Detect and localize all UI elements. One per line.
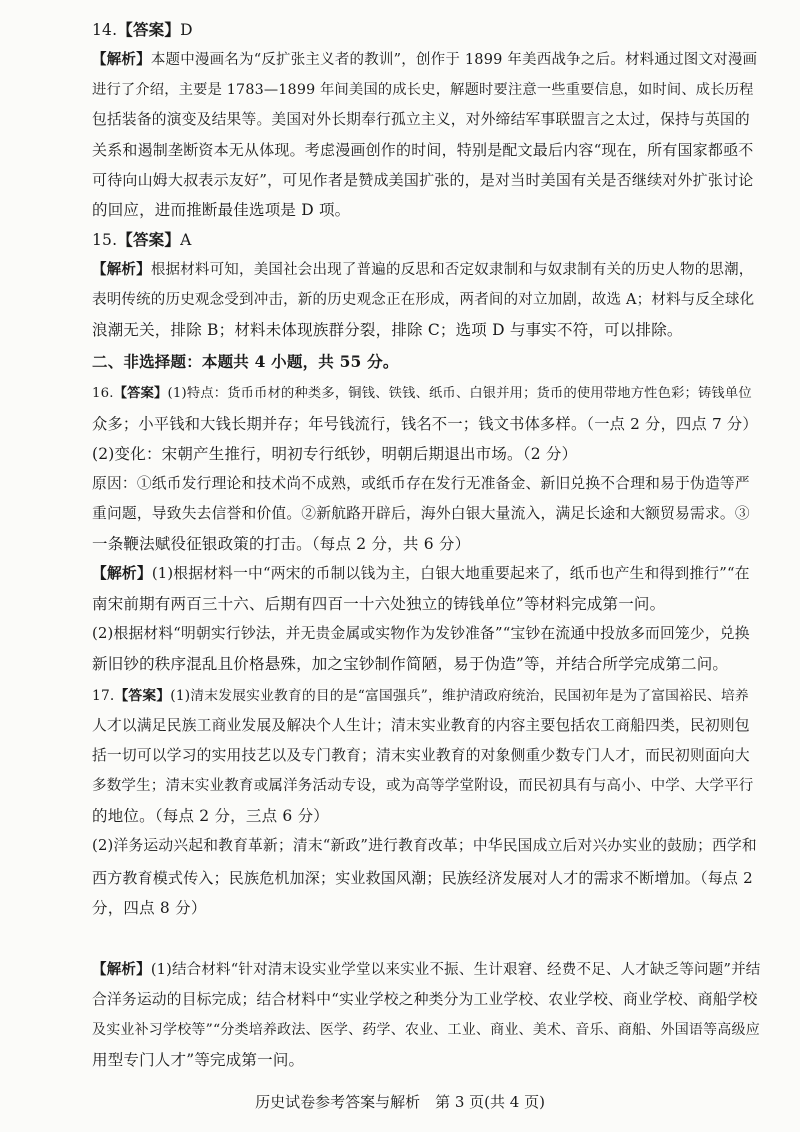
- q17-answer-line-5: (2)洋务运动兴起和教育革新；清末“新政”进行教育改革；中华民国成立后对兴办实业的鼓励；西学和: [92, 837, 757, 854]
- q17-answer-line-7: 分，四点 8 分）: [92, 899, 207, 917]
- q14-analysis-line-5: 的回应，进而推断最佳选项是 D 项。: [92, 201, 351, 219]
- q17-answer-line-2: 括一切可以学习的实用技艺以及专门教育；清末实业教育的对象侧重少数专门人才，而民初则面向大: [92, 747, 750, 764]
- q17-analysis-tag: 【解析】: [92, 961, 151, 978]
- q17-analysis-line-0: 【解析】(1)结合材料“针对清末设实业学堂以来实业不振、生计艰窘、经费不足、人才缺乏等问题”并结: [92, 961, 761, 978]
- q16-analysis-line-3: 新旧钞的秩序混乱且价格悬殊，加之宝钞制作简陋，易于伪造”等，并结合所学完成第二问。: [92, 655, 729, 673]
- q14-analysis-tag: 【解析】: [92, 51, 151, 68]
- q17-answer-line-4: 的地位。（每点 2 分，三点 6 分）: [92, 807, 329, 825]
- q16-answer-line-2: (2)变化：宋朝产生推行，明初专行纸钞，明朝后期退出市场。（2 分）: [92, 445, 578, 463]
- q15-analysis-tag: 【解析】: [92, 261, 151, 278]
- q17-analysis-line-3: 用型专门人才”等完成第一问。: [92, 1051, 305, 1069]
- q16-analysis-tag: 【解析】: [92, 565, 152, 582]
- q15-analysis-line-0: 【解析】根据材料可知，美国社会出现了普遍的反思和否定奴隶制和与奴隶制有关的历史人物的思潮，: [92, 261, 754, 278]
- q17-answer-line-0: 17.【答案】(1)清末发展实业教育的目的是“富国强兵”，维护清政府统治，民国初年是为了富国裕民、培养: [92, 688, 749, 704]
- q15-number: 15.: [92, 231, 118, 249]
- q17-number: 17.: [92, 688, 115, 704]
- q16-answer-tag: 【答案】: [113, 386, 168, 401]
- q14-answer: D: [180, 21, 193, 39]
- q14-analysis-line-3: 关系和遏制垄断资本无从体现。考虑漫画创作的时间，特别是配文最后内容“现在，所有国家都亟不: [92, 141, 754, 159]
- q17-analysis-line-2: 及实业补习学校等”“分类培养政法、医学、药学、农业、工业、商业、美术、音乐、商船、外国语等高级应: [92, 1022, 760, 1038]
- q14-analysis-line-4: 可待向山姆大叔表示友好”，可见作者是赞成美国扩张的，是对当时美国有关是否继续对外扩张讨论: [92, 171, 754, 189]
- q17-answer-line-6: 西方教育模式传入；民族危机加深；实业救国风潮；民族经济发展对人才的需求不断增加。（每点 2: [92, 869, 753, 887]
- q16-answer-line-4: 重问题，导致失去信誉和价值。②新航路开辟后，海外白银大量流入，满足长途和大额贸易需求。③: [92, 505, 750, 522]
- q15-analysis-line-1: 表明传统的历史观念受到冲击，新的历史观念正在形成，两者间的对立加剧，故选 A；材料与反全球化: [92, 292, 755, 308]
- q17-analysis-line-1: 合洋务运动的目标完成；结合材料中“实业学校之种类分为工业学校、农业学校、商业学校、商船学校: [92, 991, 758, 1008]
- q15-answer: A: [180, 231, 192, 249]
- page-footer: 历史试卷参考答案与解析 第 3 页(共 4 页): [255, 1093, 545, 1111]
- q14-number: 14.: [92, 21, 118, 39]
- q14-answer-tag: 【答案】: [117, 20, 181, 39]
- q16-answer-line-3: 原因：①纸币发行理论和技术尚不成熟，或纸币存在发行无准备金、新旧兑换不合理和易于伪造等严: [92, 475, 750, 492]
- q14-answer-line: [92, 18, 193, 42]
- q16-analysis-line-2: (2)根据材料“明朝实行钞法，并无贵金属或实物作为发钞准备”“宝钞在流通中投放多而回笼少，兑换: [92, 625, 750, 642]
- q16-analysis-line-0: 【解析】(1)根据材料一中“两宋的币制以钱为主，白银大地重要起来了，纸币也产生和得到推行”“在: [92, 565, 750, 582]
- q14-analysis-line-0: 【解析】本题中漫画名为“反扩张主义者的教训”，创作于 1899 年美西战争之后。材料通过图文对漫画: [92, 51, 758, 68]
- q16-number: 16.: [92, 386, 114, 401]
- q16-analysis-line-1: 南宋前期有两百三十六、后期有四百一十六处独立的铸钱单位”等材料完成第一问。: [92, 595, 666, 613]
- q16-answer-line-5: 一条鞭法赋役征银政策的打击。（每点 2 分，共 6 分）: [92, 535, 471, 553]
- q16-answer-line-1: 众多；小平钱和大钱长期并存；年号钱流行，钱名不一；钱文书体多样。（一点 2 分，四点 7 分）: [92, 415, 758, 433]
- q17-answer-tag: 【答案】: [114, 688, 171, 704]
- q14-analysis-line-1: 进行了介绍，主要是 1783—1899 年间美国的成长史，解题时要注意一些重要信息，如时间、成长历程: [92, 82, 754, 98]
- section-2-heading: 二、非选择题：本题共 4 小题，共 55 分。: [92, 352, 399, 371]
- q15-answer-line: [92, 228, 191, 252]
- q16-answer-line-0: 16.【答案】(1)特点：货币币材的种类多，铜钱、铁钱、纸币、白银并用；货币的使用带地方性色彩；铸钱单位: [92, 386, 752, 401]
- q17-answer-line-3: 多数学生；清末实业教育或属洋务活动专设，或为高等学堂附设，而民初具有与高小、中学、大学平行: [92, 778, 754, 794]
- q14-analysis-line-2: 包括装备的演变及结果等。美国对外长期奉行孤立主义，对外缔结军事联盟言之太过，保持与英国的: [92, 111, 750, 128]
- q17-answer-line-1: 人才以满足民族工商业发展及解决个人生计；清末实业教育的内容主要包括农工商船四类，民初则包: [92, 717, 750, 734]
- q15-answer-tag: 【答案】: [117, 230, 181, 249]
- q15-analysis-line-2: 浪潮无关，排除 B；材料未体现族群分裂，排除 C；选项 D 与事实不符，可以排除。: [92, 321, 683, 339]
